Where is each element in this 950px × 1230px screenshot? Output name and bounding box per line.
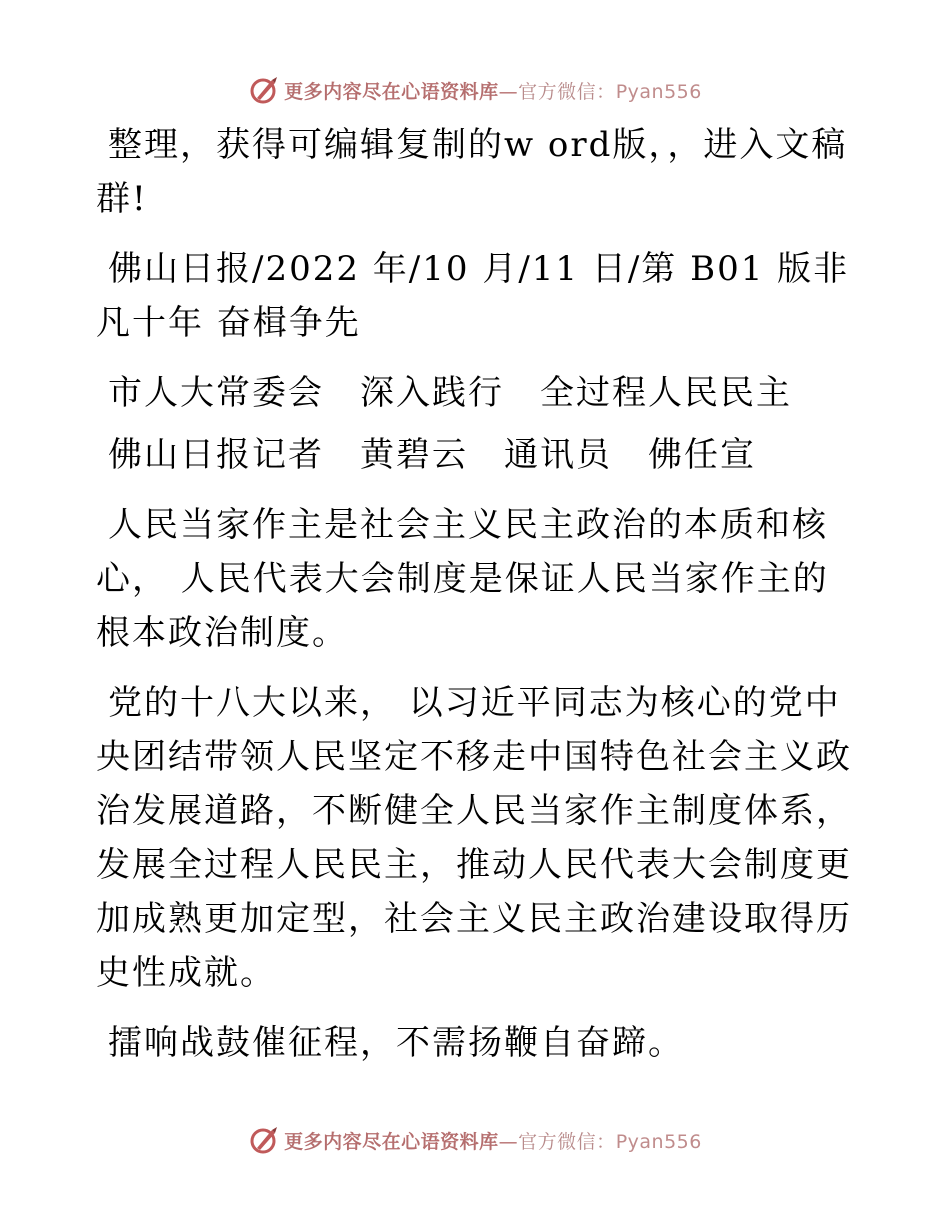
article-byline: 佛山日报记者 黄碧云 通讯员 佛任宣 (108, 435, 756, 475)
body-paragraph: 擂响战鼓催征程，不需扬鞭自奋蹄。 (108, 1023, 684, 1063)
body-paragraph: 党的十八大以来， 以习近平同志为核心的党中央团结带领人民坚定不移走中国特色社会主义政治发展道路，不断健全人民当家作主制度体系，发展全过程人民民主，推动人民代表大会制度更加成熟更加定型，社会主义民主政治建设取得历史性成就。 (96, 683, 852, 993)
document-body (96, 118, 856, 1086)
body-paragraph: 人民当家作主是社会主义民主政治的本质和核心， 人民代表大会制度是保证人民当家作主的根本政治制度。 (96, 505, 829, 653)
banner-official-label: 官方微信： (518, 80, 616, 103)
banner-official-label: 官方微信： (518, 1130, 616, 1153)
quill-pen-logo-icon (248, 1124, 280, 1156)
banner-site-name: 更多内容尽在心语资料库 (284, 1130, 499, 1153)
banner-wechat-id: Pyan556 (615, 1130, 702, 1153)
banner-site-name: 更多内容尽在心语资料库 (284, 80, 499, 103)
source-line: 佛山日报/2022 年/10 月/11 日/第 B01 版非凡十年 奋楫争先 (96, 249, 850, 343)
footer-banner (0, 1120, 950, 1160)
banner-text (284, 1127, 702, 1154)
quill-pen-logo-icon (248, 74, 280, 106)
banner-text (284, 77, 702, 104)
header-banner (0, 70, 950, 110)
intro-text: 整理，获得可编辑复制的w ord版，，进入文稿群! (96, 125, 848, 219)
banner-wechat-id: Pyan556 (615, 80, 702, 103)
banner-separator: — (498, 1130, 519, 1153)
banner-separator: — (498, 80, 519, 103)
article-headline: 市人大常委会 深入践行 全过程人民民主 (108, 373, 792, 413)
